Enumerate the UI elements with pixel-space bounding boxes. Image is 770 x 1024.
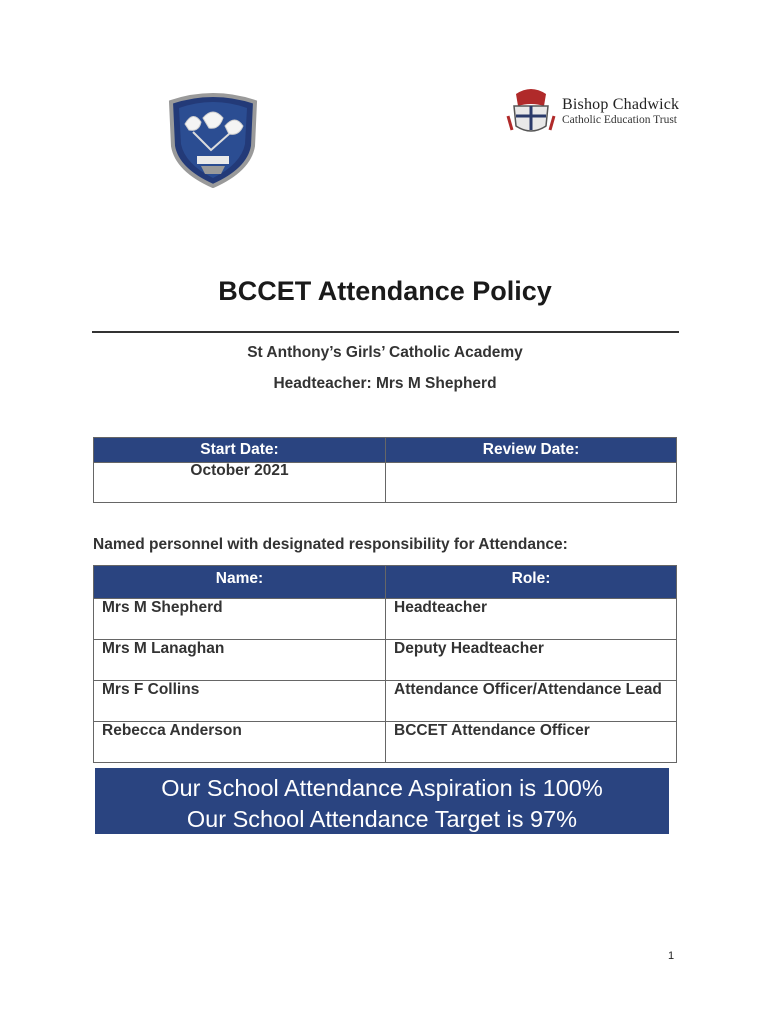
staff-role: Headteacher	[386, 599, 677, 640]
staff-name: Mrs M Shepherd	[94, 599, 386, 640]
review-date-label: Review Date:	[386, 438, 677, 463]
table-row	[94, 640, 677, 681]
headteacher-line: Headteacher: Mrs M Shepherd	[273, 375, 497, 392]
role-column-header: Role:	[386, 566, 677, 599]
trust-name: Bishop Chadwick	[562, 96, 680, 113]
start-date-value: October 2021	[94, 463, 386, 503]
target-line: Our School Attendance Target is 97%	[186, 806, 578, 832]
trust-emblem-icon	[506, 86, 556, 136]
staff-table	[93, 565, 677, 763]
review-date-value	[386, 463, 677, 503]
table-row	[94, 599, 677, 640]
trust-logo	[506, 86, 681, 136]
school-name: St Anthony’s Girls’ Catholic Academy	[247, 344, 523, 361]
staff-name: Mrs M Lanaghan	[94, 640, 386, 681]
page-number: 1	[668, 950, 675, 962]
named-personnel-heading: Named personnel with designated responsibility for Attendance:	[93, 536, 568, 553]
attendance-aspiration-banner	[95, 768, 669, 834]
start-date-label: Start Date:	[94, 438, 386, 463]
staff-role: Deputy Headteacher	[386, 640, 677, 681]
staff-role: Attendance Officer/Attendance Lead	[386, 681, 677, 722]
aspiration-line: Our School Attendance Aspiration is 100%	[161, 775, 603, 801]
staff-role: BCCET Attendance Officer	[386, 722, 677, 763]
trust-subtitle: Catholic Education Trust	[562, 114, 677, 126]
table-row	[94, 681, 677, 722]
table-row	[94, 722, 677, 763]
title-divider	[92, 331, 679, 333]
document-title: BCCET Attendance Policy	[218, 276, 552, 306]
staff-name: Mrs F Collins	[94, 681, 386, 722]
dates-table	[93, 437, 677, 503]
school-crest-logo	[163, 88, 263, 188]
name-column-header: Name:	[94, 566, 386, 599]
staff-name: Rebecca Anderson	[94, 722, 386, 763]
